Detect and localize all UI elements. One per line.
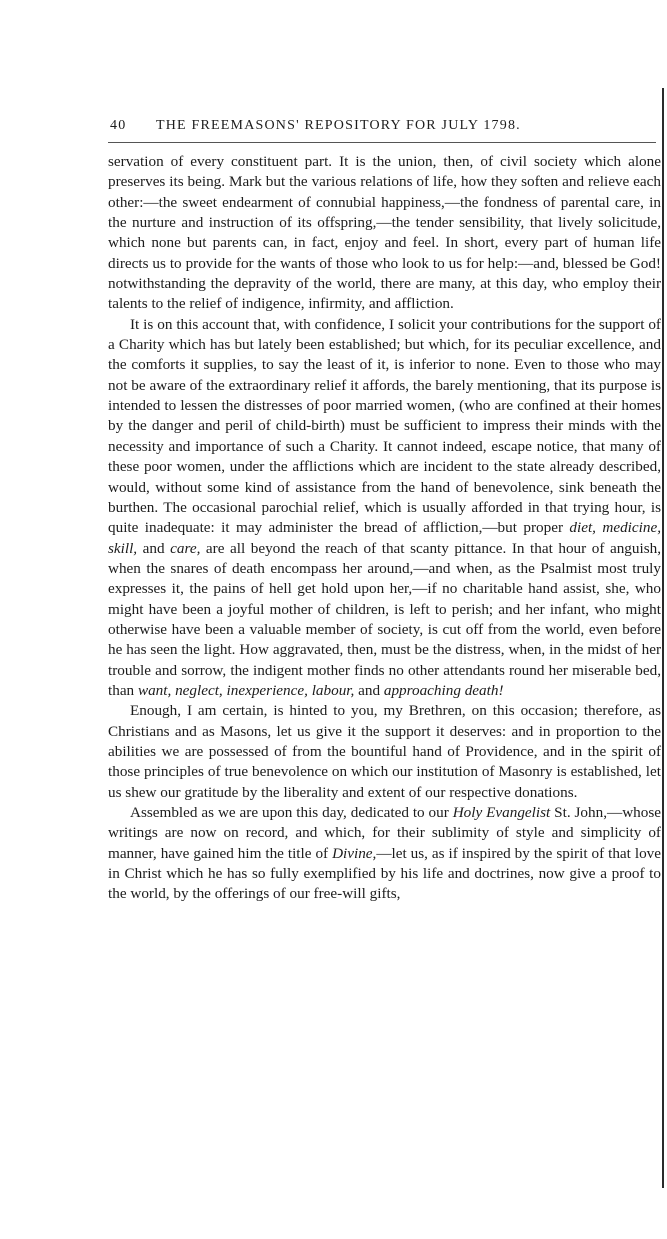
paragraph [108,701,661,803]
text-run: are all beyond the reach of that scanty pittance. In that hour of anguish, when the snares of death encompass her around,—and when, as the Psalmist most truly expresses it, the pains of hell get hold upon her,—if no charitable hand assist, she, who might have been a joyful mother of children, is left to perish; and her infant, who might otherwise have been a valuable member of society, is cut off from the world, even before he has seen the light. How aggravated, then, must be the distress, when, in the midst of her trouble and sorrow, the indigent mother finds no other attendants round her miserable bed, than [108,539,661,699]
header-divider [108,142,656,143]
paragraph [108,315,661,702]
text-run: —let us, as if inspired by the spirit of that love in Christ which he has so fully exemplified by his life and doctrines, now give a proof to the world, by the offerings of our free-will gifts, [108,844,662,903]
paragraph [108,152,661,315]
italic-phrase: Holy Evangelist [452,804,551,821]
text-run: St. John,—whose writings are now on record, and which, for their sublimity of style and simplicity of manner, have gained him the title of [108,804,661,862]
text-run: Assembled as we are upon this day, dedicated to our [130,804,453,821]
page-number: 40 [110,118,127,133]
text-run: and [137,539,171,557]
italic-phrase: Divine, [332,844,377,862]
text-run: It is on this account that, with confidence, I solicit your contributions for the support of a Charity which has but lately been established; but which, for its peculiar excellence, and the comforts it supplies, to say the least of it, is inferior to none. Even to those who may not be aware of the extraordinary relief it affords, the barely mentioning, that its purpose is intended to lessen the distresses of poor married women, (who are confined at their homes by the danger and peril of child-birth) must be sufficient to impress their minds with the necessity and importance of such a Charity. It cannot indeed, escape notice, that many of these poor women, under the afflictions which are incident to the state already described, would, without some kind of assistance from the hand of benevolence, sink beneath the burthen. The occasional parochial relief, which is usually afforded in that trying hour, is quite inadequate: it may administer the bread of affliction,—but proper [108,315,661,537]
italic-phrase: want, neglect, inexperience, labour, [137,681,355,699]
text-run: servation of every constituent part. It is the union, then, of civil society which alone preserves its being. Mark but the various relations of life, how they soften and relieve each other:—the sweet endearment of connubial happiness,—the fondness of parental care, in the nurture and instruction of its offspring,—the tender sensibility, that lively solicitude, which none but parents can, in fact, enjoy and feel. In short, every part of human life directs us to provide for the wants of those who look to us for help:—and, blessed be God! notwithstanding the depravity of the world, there are many, at this day, who employ their talents to the relief of indigence, infirmity, and affliction. [108,153,661,313]
running-title: THE FREEMASONS' REPOSITORY FOR JULY 1798. [156,118,521,133]
page-edge-rule [662,88,664,1188]
text-run: and [354,681,384,699]
running-header [110,114,660,138]
body-text [108,152,661,905]
italic-phrase: care, [170,539,201,557]
italic-phrase: diet, medicine, skill, [108,519,661,557]
text-run: Enough, I am certain, is hinted to you, my Brethren, on this occasion; therefore, as Christians and as Masons, let us give it the support it deserves: and in proportion to the abilities we are possessed of from the bountiful hand of Providence, and in the spirit of those principles of true benevolence on which our institution of Masonry is established, let us shew our gratitude by the liberality and extent of our respective donations. [108,702,661,801]
italic-phrase: approaching death! [383,681,504,699]
paragraph [108,803,661,905]
